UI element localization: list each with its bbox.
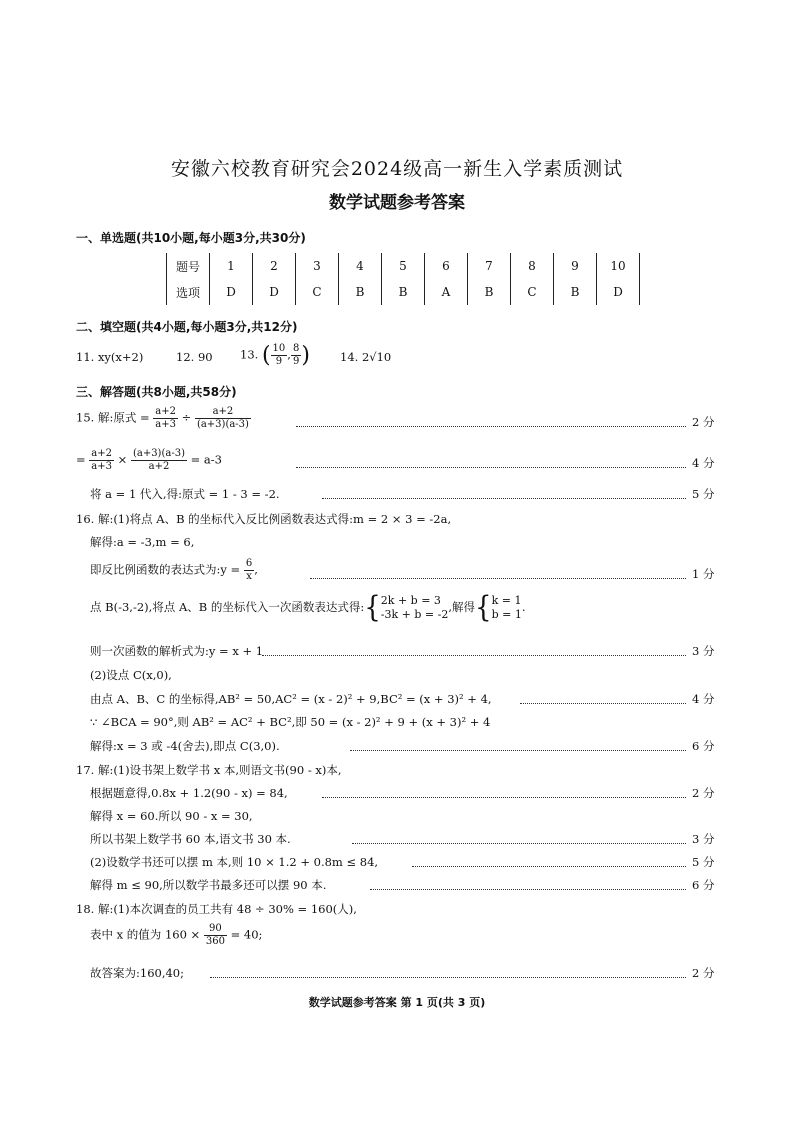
- table-cell: 6: [425, 253, 468, 279]
- fraction: $\frac{a+2}{a+3}$: [155, 406, 176, 430]
- table-cell: B: [468, 279, 511, 305]
- fraction: $\frac{6}{x}$: [245, 558, 253, 582]
- q17-line-2: 根据题意得,0.8x + 1.2(90 - x) = 84,: [90, 786, 288, 800]
- table-cell: 2: [253, 253, 296, 279]
- section-heading-single-choice: 一、单选题(共10小题,每小题3分,共30分): [76, 231, 306, 245]
- q16-line-9: 解得:x = 3 或 -4(舍去),即点 C(3,0).: [90, 739, 280, 753]
- answer-12: 12. 90: [176, 350, 213, 364]
- points-label: 3 分: [692, 832, 715, 846]
- points-label: 5 分: [692, 487, 715, 501]
- table-cell: C: [296, 279, 339, 305]
- points-label: 2 分: [692, 786, 715, 800]
- points-label: 5 分: [692, 855, 715, 869]
- fraction: $\frac{90}{360}$: [205, 923, 225, 947]
- q15-line-3: 将 a = 1 代入,得:原式 = 1 - 3 = -2.: [90, 487, 280, 501]
- q18-line-2: 表中 x 的值为 160 × $\frac{90}{360}$ = 40;: [90, 923, 263, 947]
- q16-line-8: ∵ ∠BCA = 90°,则 AB² = AC² + BC²,即 50 = (x - 2)² + 9 + (x + 3)² + 4: [90, 715, 491, 729]
- q15-line-2: = $\frac{a+2}{a+3}$ × $\frac{(a+3)(a-3)}{a+2}$ = a-3: [76, 448, 222, 472]
- q17-line-1: 17. 解:(1)设书架上数学书 x 本,则语文书(90 - x)本,: [76, 763, 342, 777]
- table-cell: 1: [210, 253, 253, 279]
- fraction: $\frac{(a+3)(a-3)}{a+2}$: [132, 448, 185, 472]
- points-label: 1 分: [692, 567, 715, 581]
- table-cell: 8: [511, 253, 554, 279]
- table-cell: 4: [339, 253, 382, 279]
- table-cell: 9: [554, 253, 597, 279]
- table-cell: 10: [597, 253, 640, 279]
- answer-11: 11. xy(x+2): [76, 350, 144, 364]
- table-cell-label: 题号: [167, 253, 210, 279]
- table-cell: B: [382, 279, 425, 305]
- table-row-question-numbers: [167, 253, 640, 279]
- dot-leader: [310, 578, 686, 579]
- points-label: 4 分: [692, 692, 715, 706]
- fraction: $\frac{8}{9}$: [292, 343, 300, 367]
- points-label: 3 分: [692, 644, 715, 658]
- table-cell: 3: [296, 253, 339, 279]
- q17-line-4: 所以书架上数学书 60 本,语文书 30 本.: [90, 832, 291, 846]
- dot-leader: [296, 426, 686, 427]
- equation-system: 2k + b = 3 -3k + b = -2: [380, 594, 449, 621]
- dot-leader: [350, 750, 686, 751]
- exam-title: 安徽六校教育研究会2024级高一新生入学素质测试: [170, 158, 624, 180]
- dot-leader: [370, 889, 686, 890]
- q16-line-3: 即反比例函数的表达式为:y = $\frac{6}{x}$ ,: [90, 558, 258, 582]
- fraction: $\frac{a+2}{(a+3)(a-3)}$: [196, 406, 249, 430]
- dot-leader: [322, 498, 686, 499]
- table-cell: 5: [382, 253, 425, 279]
- answer-14: 14. 2√10: [340, 350, 392, 364]
- points-label: 2 分: [692, 966, 715, 980]
- table-cell: B: [339, 279, 382, 305]
- answer-13-label: 13.: [240, 347, 259, 362]
- q17-line-5: (2)设数学书还可以摆 m 本,则 10 × 1.2 + 0.8m ≤ 84,: [90, 855, 379, 869]
- answer-key-subtitle: 数学试题参考答案: [329, 193, 465, 213]
- dot-leader: [296, 467, 686, 468]
- section-heading-fill-blank: 二、填空题(共4小题,每小题3分,共12分): [76, 320, 298, 334]
- table-cell: C: [511, 279, 554, 305]
- points-label: 2 分: [692, 415, 715, 429]
- fraction: $\frac{a+2}{a+3}$: [91, 448, 112, 472]
- equation-solution: k = 1 b = 1: [491, 594, 522, 621]
- q16-line-2: 解得:a = -3,m = 6,: [90, 535, 195, 549]
- points-label: 6 分: [692, 878, 715, 892]
- table-cell: D: [597, 279, 640, 305]
- table-cell: B: [554, 279, 597, 305]
- q18-line-1: 18. 解:(1)本次调查的员工共有 48 ÷ 30% = 160(人),: [76, 902, 357, 916]
- q15-line-1: 15. 解:原式 = $\frac{a+2}{a+3}$ ÷ $\frac{a+2}{(a+3)(a-3)}$: [76, 406, 249, 430]
- points-label: 4 分: [692, 456, 715, 470]
- q18-line-3: 故答案为:160,40;: [90, 966, 184, 980]
- dot-leader: [210, 977, 686, 978]
- answer-table: [166, 253, 640, 305]
- dot-leader: [322, 797, 686, 798]
- answer-13: 13. ( $\frac{10}{9}$ , $\frac{8}{9}$ ): [240, 343, 310, 368]
- table-cell: D: [253, 279, 296, 305]
- q17-line-6: 解得 m ≤ 90,所以数学书最多还可以摆 90 本.: [90, 878, 327, 892]
- q16-line-4: 点 B(-3,-2),将点 A、B 的坐标代入一次函数表达式得:{2k + b = 3 -3k + b = -2,解得{k = 1 b = 1.: [90, 591, 526, 625]
- table-cell: A: [425, 279, 468, 305]
- table-cell: 7: [468, 253, 511, 279]
- fraction: $\frac{10}{9}$: [272, 343, 286, 367]
- page-footer: 数学试题参考答案 第 1 页(共 3 页): [308, 996, 486, 1009]
- q16-line-6: (2)设点 C(x,0),: [90, 668, 172, 682]
- points-label: 6 分: [692, 739, 715, 753]
- section-heading-solutions: 三、解答题(共8小题,共58分): [76, 385, 237, 399]
- q16-line-1: 16. 解:(1)将点 A、B 的坐标代入反比例函数表达式得:m = 2 × 3 = -2a,: [76, 512, 452, 526]
- table-row-answers: [167, 279, 640, 305]
- q16-line-7: 由点 A、B、C 的坐标得,AB² = 50,AC² = (x - 2)² + 9,BC² = (x + 3)² + 4,: [90, 692, 492, 706]
- q16-line-5: 则一次函数的解析式为:y = x + 1: [90, 644, 264, 658]
- table-cell: D: [210, 279, 253, 305]
- dot-leader: [262, 655, 686, 656]
- dot-leader: [352, 843, 686, 844]
- q17-line-3: 解得 x = 60.所以 90 - x = 30,: [90, 809, 253, 823]
- table-cell-label: 选项: [167, 279, 210, 305]
- dot-leader: [520, 703, 686, 704]
- dot-leader: [412, 866, 686, 867]
